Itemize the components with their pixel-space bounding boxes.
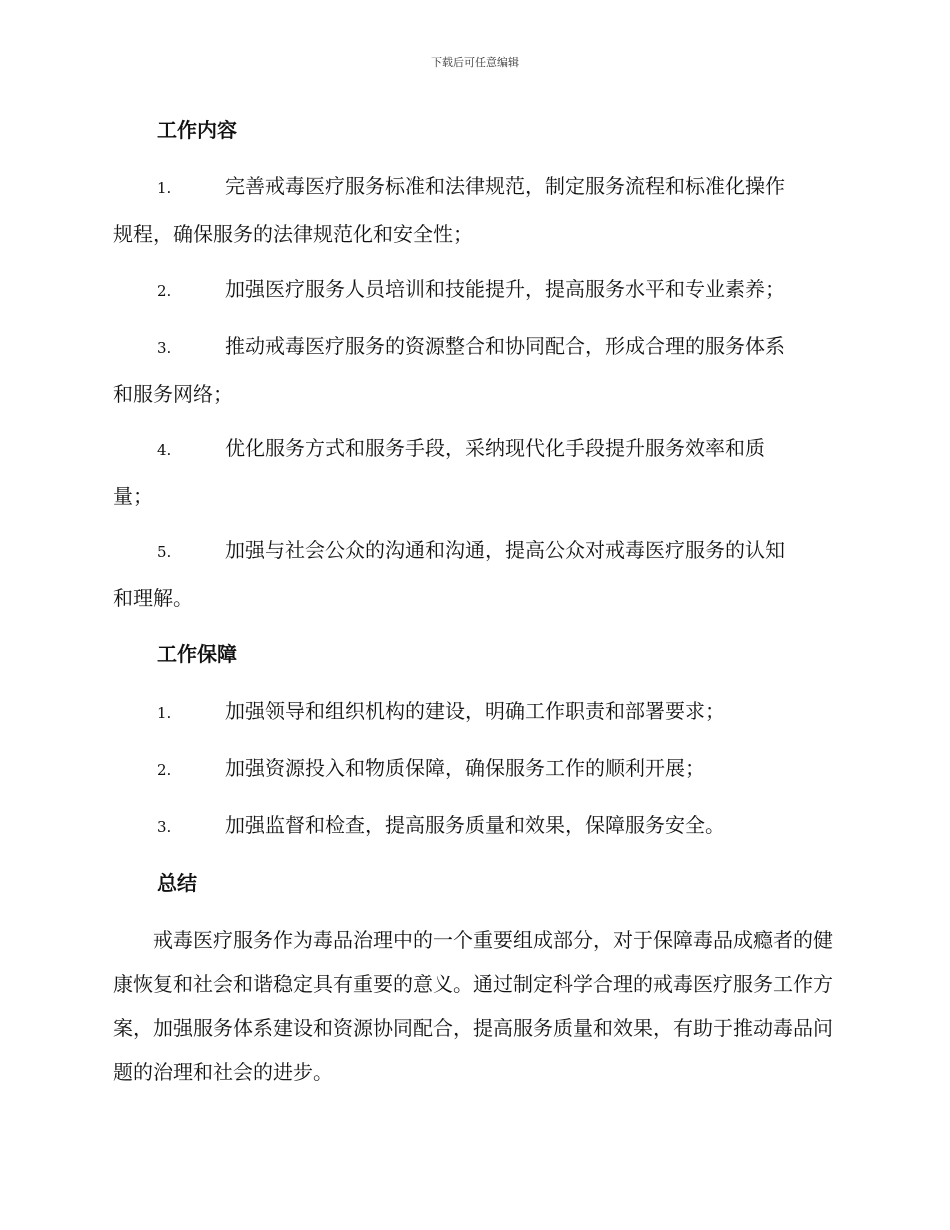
page-header: 下载后可任意编辑 — [431, 56, 519, 69]
list-item — [113, 527, 835, 621]
list-item — [113, 425, 835, 519]
list-item-number: 5. — [157, 543, 172, 561]
list-item-number: 4. — [157, 441, 172, 459]
list-item-first-line — [113, 323, 835, 371]
list-item-text: 推动戒毒医疗服务的资源整合和协同配合，形成合理的服务体系 — [225, 334, 785, 358]
list-item — [113, 688, 835, 736]
section-heading-work-content: 工作内容 — [157, 118, 237, 142]
list-item-first-line — [113, 266, 835, 314]
list-item — [113, 323, 835, 417]
list-item-number: 3. — [157, 339, 172, 357]
list-item-text: 加强资源投入和物质保障，确保服务工作的顺利开展； — [225, 756, 705, 780]
list-item-continuation: 规程，确保服务的法律规范化和安全性； — [113, 222, 473, 246]
list-item-first-line — [113, 745, 835, 793]
summary-paragraph: 戒毒医疗服务作为毒品治理中的一个重要组成部分，对于保障毒品成瘾者的健康恢复和社会和谐稳定具有重要的意义。通过制定科学合理的戒毒医疗服务工作方案，加强服务体系建设和资源协同配合，提高服务质量和效果，有助于推动毒品问题的治理和社会的进步。 — [113, 928, 833, 1084]
list-item-text: 优化服务方式和服务手段，采纳现代化手段提升服务效率和质 — [225, 436, 765, 460]
list-item-text: 加强与社会公众的沟通和沟通，提高公众对戒毒医疗服务的认知 — [225, 538, 785, 562]
list-item — [113, 163, 835, 257]
list-item-first-line — [113, 802, 835, 850]
list-item-first-line — [113, 425, 835, 473]
list-item-text: 加强监督和检查，提高服务质量和效果，保障服务安全。 — [225, 813, 725, 837]
section-heading-work-guarantee: 工作保障 — [157, 642, 237, 666]
list-item — [113, 802, 835, 850]
list-item-text: 加强医疗服务人员培训和技能提升，提高服务水平和专业素养； — [225, 277, 785, 301]
list-item-first-line — [113, 688, 835, 736]
list-item-number: 1. — [157, 704, 172, 722]
list-item-continuation: 量； — [113, 484, 153, 508]
list-item-text: 完善戒毒医疗服务标准和法律规范，制定服务流程和标准化操作 — [225, 174, 785, 198]
list-item — [113, 266, 835, 314]
list-item-text: 加强领导和组织机构的建设，明确工作职责和部署要求； — [225, 699, 725, 723]
list-item-first-line — [113, 527, 835, 575]
section-heading-summary: 总结 — [157, 871, 197, 895]
list-item-number: 1. — [157, 179, 172, 197]
list-item-continuation: 和理解。 — [113, 586, 193, 610]
list-item-first-line — [113, 163, 835, 211]
list-item — [113, 745, 835, 793]
list-item-number: 2. — [157, 761, 172, 779]
list-item-continuation: 和服务网络； — [113, 382, 233, 406]
list-item-number: 3. — [157, 818, 172, 836]
list-item-number: 2. — [157, 282, 172, 300]
